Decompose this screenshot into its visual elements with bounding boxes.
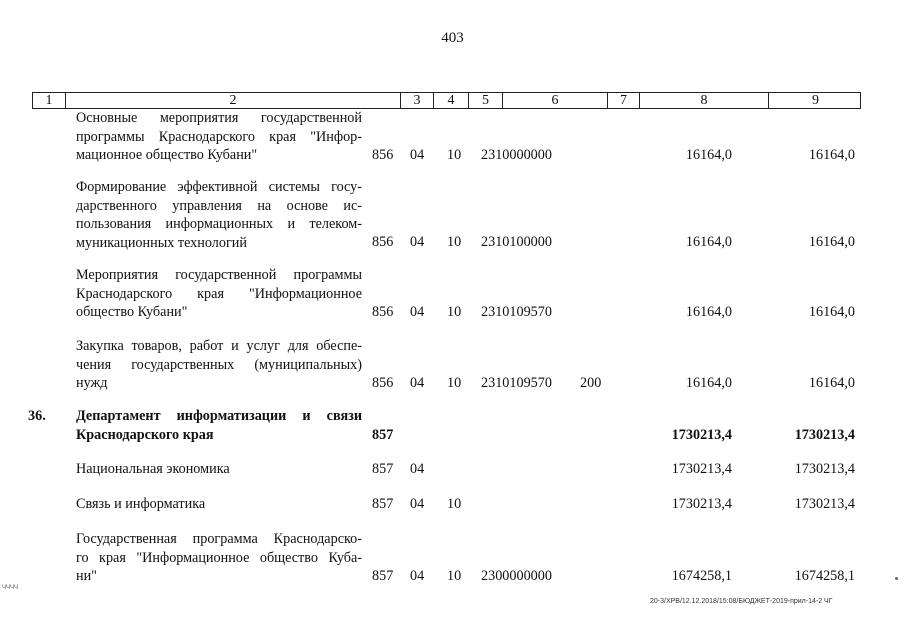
- cell-ministry: 856: [372, 304, 394, 320]
- description-line: Департамент информатизации и связи: [76, 408, 362, 424]
- row-description: [76, 109, 362, 165]
- description-line: Мероприятия государственной программы: [76, 267, 362, 283]
- row-description: [76, 407, 362, 444]
- header-col-8: 8: [640, 93, 769, 108]
- cell-amount-2020: 1730213,4: [794, 461, 855, 477]
- row-description: [76, 530, 362, 586]
- header-col-7: 7: [608, 93, 640, 108]
- description-line: дарственного управления на основе ис-: [76, 197, 362, 214]
- cell-amount-2020: 16164,0: [808, 147, 855, 163]
- header-col-3: 3: [401, 93, 434, 108]
- description-line: общество Кубани": [76, 304, 188, 320]
- description-line: Краснодарского края: [76, 426, 214, 443]
- row-description: [76, 178, 362, 252]
- description-line: Формирование эффективной системы госу-: [76, 179, 362, 195]
- cell-ministry: 857: [372, 461, 394, 477]
- row-description: [76, 460, 362, 479]
- cell-amount-2019: 16164,0: [685, 234, 732, 250]
- cell-amount-2019: 16164,0: [685, 147, 732, 163]
- cell-target-article: 2310109570: [481, 375, 552, 391]
- row-description: [76, 337, 362, 393]
- cell-subsection: 10: [447, 304, 462, 320]
- header-col-2: 2: [66, 93, 401, 108]
- cell-ministry: 856: [372, 234, 394, 250]
- row-description: [76, 266, 362, 322]
- cell-expense-type: 200: [580, 375, 602, 391]
- cell-amount-2019: 1730213,4: [671, 461, 732, 477]
- description-line: Связь и информатика: [76, 496, 206, 512]
- description-line: го края "Информационное общество Куба-: [76, 549, 362, 566]
- description-line: Основные мероприятия государственной: [76, 110, 362, 126]
- cell-section: 04: [410, 147, 425, 163]
- cell-amount-2019: 1730213,4: [671, 427, 732, 443]
- cell-amount-2020: 16164,0: [808, 304, 855, 320]
- margin-stamp: ЧЧЧЧ: [2, 585, 18, 591]
- cell-amount-2019: 16164,0: [685, 375, 732, 391]
- cell-target-article: 2310100000: [481, 234, 552, 250]
- table-header: [32, 92, 861, 109]
- description-line: мационное общество Кубани": [76, 147, 258, 163]
- cell-target-article: 2310109570: [481, 304, 552, 320]
- cell-section: 04: [410, 461, 425, 477]
- cell-subsection: 10: [447, 234, 462, 250]
- header-col-1: 1: [33, 93, 66, 108]
- cell-amount-2019: 1730213,4: [671, 496, 732, 512]
- row-number: 36.: [28, 408, 46, 424]
- cell-amount-2020: 1674258,1: [794, 568, 855, 584]
- cell-section: 04: [410, 568, 425, 584]
- description-line: нужд: [76, 375, 108, 391]
- cell-subsection: 10: [447, 375, 462, 391]
- cell-ministry: 857: [372, 496, 394, 512]
- description-line: ни": [76, 568, 97, 584]
- description-line: программы Краснодарского края "Инфор-: [76, 128, 362, 145]
- cell-amount-2020: 1730213,4: [794, 427, 855, 443]
- header-col-4: 4: [434, 93, 469, 108]
- description-line: Государственная программа Краснодарско-: [76, 531, 362, 547]
- cell-ministry: 857: [372, 427, 394, 443]
- description-line: муникационных технологий: [76, 234, 247, 251]
- cell-section: 04: [410, 304, 425, 320]
- cell-subsection: 10: [447, 496, 462, 512]
- header-col-5: 5: [469, 93, 503, 108]
- document-footer-code: 20-3/ХРВ/12.12.2018/15:08/БЮДЖЕТ-2019-прил-14-2 ЧГ: [650, 598, 833, 605]
- cell-section: 04: [410, 234, 425, 250]
- cell-subsection: 10: [447, 147, 462, 163]
- description-line: пользования информационных и телеком-: [76, 216, 362, 232]
- description-line: Закупка товаров, работ и услуг для обеспе-: [76, 338, 362, 354]
- row-description: [76, 495, 362, 514]
- cell-amount-2020: 16164,0: [808, 234, 855, 250]
- header-col-9: 9: [812, 93, 819, 108]
- cell-ministry: 856: [372, 375, 394, 391]
- description-line: Краснодарского края "Информационное: [76, 285, 362, 302]
- header-col-6: 6: [503, 93, 608, 108]
- cell-amount-2019: 1674258,1: [671, 568, 732, 584]
- description-line: Национальная экономика: [76, 461, 230, 477]
- cell-target-article: 2300000000: [481, 568, 552, 584]
- cell-ministry: 857: [372, 568, 394, 584]
- description-line: чения государственных (муниципальных): [76, 356, 362, 373]
- scan-dot: [895, 577, 898, 580]
- cell-target-article: 2310000000: [481, 147, 552, 163]
- cell-section: 04: [410, 496, 425, 512]
- cell-ministry: 856: [372, 147, 394, 163]
- cell-subsection: 10: [447, 568, 462, 584]
- cell-amount-2019: 16164,0: [685, 304, 732, 320]
- page-number: 403: [441, 30, 464, 46]
- cell-amount-2020: 16164,0: [808, 375, 855, 391]
- cell-amount-2020: 1730213,4: [794, 496, 855, 512]
- cell-section: 04: [410, 375, 425, 391]
